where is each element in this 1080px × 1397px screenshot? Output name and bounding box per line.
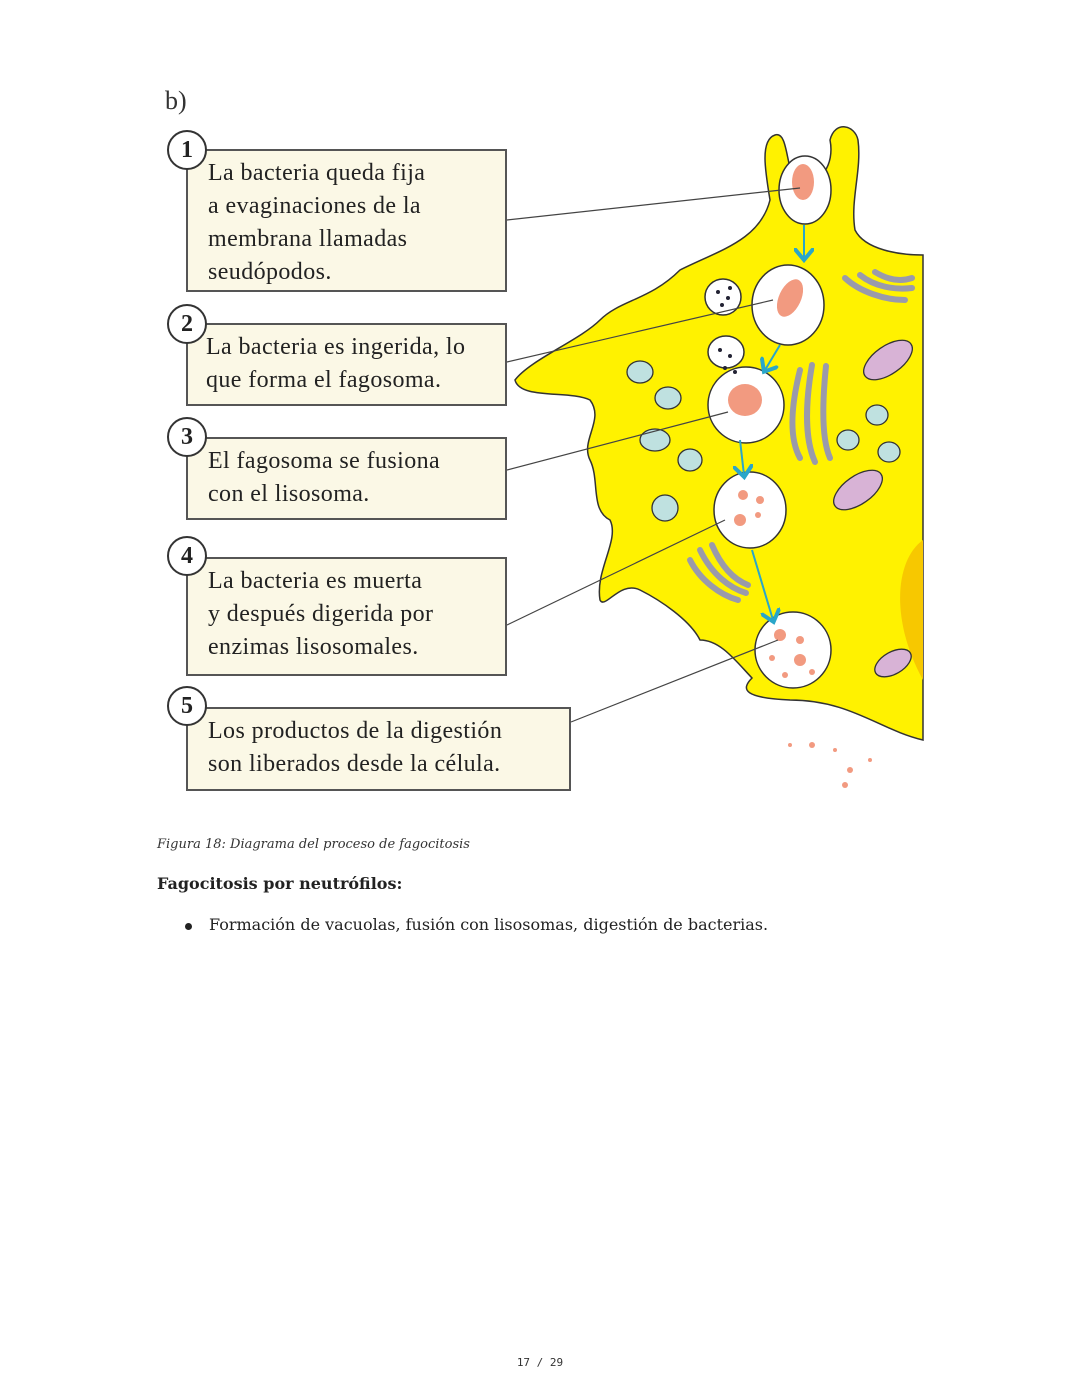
- step-number-5: 5: [167, 686, 207, 726]
- cell-body: [515, 127, 923, 740]
- step-number-3: 3: [167, 417, 207, 457]
- bullet-icon: [185, 923, 192, 930]
- step-4-box: [186, 557, 507, 676]
- step-text-line: La bacteria es muerta: [208, 568, 423, 594]
- step-number-1: 1: [167, 130, 207, 170]
- step-number-4: 4: [167, 536, 207, 576]
- section-heading: Fagocitosis por neutrófilos:: [157, 874, 403, 893]
- page-number: 17 / 29: [516, 1356, 564, 1369]
- step-text-line: a evaginaciones de la: [208, 193, 421, 219]
- step-3-box: [186, 437, 507, 520]
- step-text-line: El fagosoma se fusiona: [208, 448, 441, 474]
- panel-label: b): [165, 86, 187, 115]
- step-2-box: [186, 323, 507, 406]
- step-text-line: y después digerida por: [208, 601, 434, 627]
- list-item-text: Formación de vacuolas, fusión con lisosomas, digestión de bacterias.: [209, 915, 769, 934]
- step-text-line: con el lisosoma.: [208, 481, 370, 507]
- step-text-line: que forma el fagosoma.: [206, 367, 442, 393]
- step-number-2: 2: [167, 304, 207, 344]
- figure-caption: Figura 18: Diagrama del proceso de fagocitosis: [157, 837, 470, 852]
- step-text-line: enzimas lisosomales.: [208, 634, 419, 660]
- step-text-line: seudópodos.: [208, 259, 332, 285]
- step-text-line: son liberados desde la célula.: [208, 751, 501, 777]
- step-1-box: [186, 149, 507, 292]
- step-text-line: Los productos de la digestión: [208, 718, 503, 744]
- step-5-box: [186, 707, 571, 791]
- step-text-line: La bacteria queda fija: [208, 160, 426, 186]
- step-text-line: membrana llamadas: [208, 226, 408, 252]
- step-text-line: La bacteria es ingerida, lo: [206, 334, 466, 360]
